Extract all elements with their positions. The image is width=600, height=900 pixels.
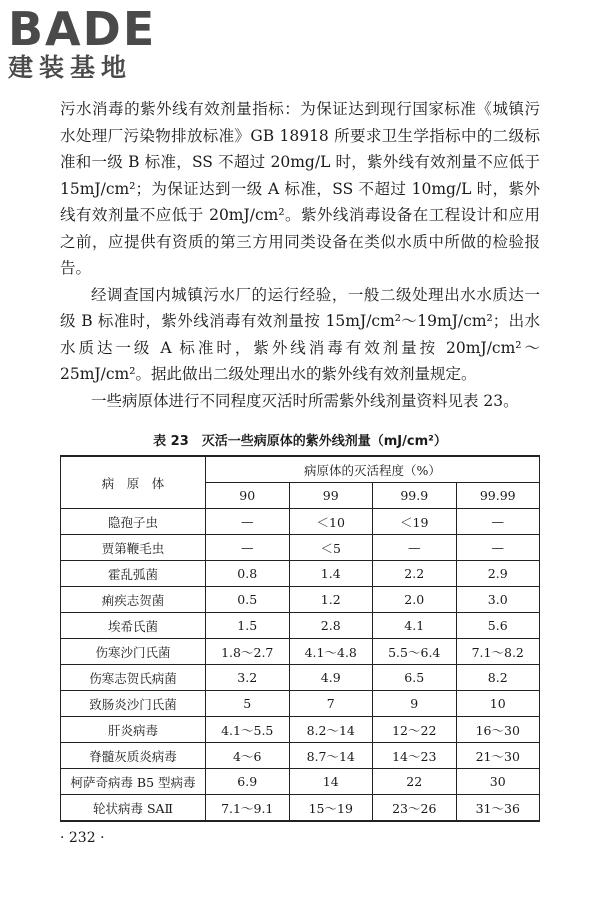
table-row bbox=[61, 639, 540, 665]
table-row bbox=[61, 561, 540, 587]
dose-cell: 22 bbox=[373, 769, 457, 795]
dose-cell: ＜10 bbox=[289, 509, 373, 535]
pathogen-name: 埃希氏菌 bbox=[61, 613, 206, 639]
dose-cell: — bbox=[206, 509, 290, 535]
table-caption: 表 23 灭活一些病原体的紫外线剂量（mJ/cm²） bbox=[153, 434, 447, 449]
pathogen-name: 霍乱弧菌 bbox=[61, 561, 206, 587]
dose-cell: 3.2 bbox=[206, 665, 290, 691]
table-row bbox=[61, 509, 540, 535]
dose-cell: 1.4 bbox=[289, 561, 373, 587]
dose-cell: 1.8～2.7 bbox=[206, 639, 290, 665]
table-row bbox=[61, 795, 540, 822]
dose-cell: 8.2～14 bbox=[289, 717, 373, 743]
dose-cell: 30 bbox=[456, 769, 540, 795]
logo-wordmark: BADE bbox=[8, 2, 157, 56]
header-level: 99.9 bbox=[373, 483, 457, 509]
pathogen-name: 脊髓灰质炎病毒 bbox=[61, 743, 206, 769]
header-level: 99 bbox=[289, 483, 373, 509]
pathogen-name: 致肠炎沙门氏菌 bbox=[61, 691, 206, 717]
dose-cell: 8.2 bbox=[456, 665, 540, 691]
table-row bbox=[61, 717, 540, 743]
pathogen-name: 柯萨奇病毒 B5 型病毒 bbox=[61, 769, 206, 795]
uv-dose-table bbox=[60, 455, 540, 822]
dose-cell: 8.7～14 bbox=[289, 743, 373, 769]
body-text bbox=[60, 96, 540, 414]
pathogen-name: 贾第鞭毛虫 bbox=[61, 535, 206, 561]
dose-cell: 14 bbox=[289, 769, 373, 795]
dose-cell: 4.1～4.8 bbox=[289, 639, 373, 665]
dose-cell: 9 bbox=[373, 691, 457, 717]
dose-cell: 4～6 bbox=[206, 743, 290, 769]
dose-cell: — bbox=[456, 509, 540, 535]
dose-cell: 14～23 bbox=[373, 743, 457, 769]
dose-cell: ＜5 bbox=[289, 535, 373, 561]
pathogen-name: 伤寒志贺氏病菌 bbox=[61, 665, 206, 691]
table-row bbox=[61, 691, 540, 717]
dose-cell: 21～30 bbox=[456, 743, 540, 769]
dose-cell: 16～30 bbox=[456, 717, 540, 743]
dose-cell: 15～19 bbox=[289, 795, 373, 822]
dose-cell: 7.1～9.1 bbox=[206, 795, 290, 822]
pathogen-name: 隐孢子虫 bbox=[61, 509, 206, 535]
header-level: 90 bbox=[206, 483, 290, 509]
table-row bbox=[61, 535, 540, 561]
dose-cell: 1.5 bbox=[206, 613, 290, 639]
pathogen-name: 伤寒沙门氏菌 bbox=[61, 639, 206, 665]
paragraph-uv-dose: 污水消毒的紫外线有效剂量指标：为保证达到现行国家标准《城镇污水处理厂污染物排放标准》GB 18918 所要求卫生学指标中的二级标准和一级 B 标准，SS 不超过 20mg/L 时，紫外线有效剂量不应低于 15mJ/cm²；为保证达到一级 A 标准，SS 不超过 10mg/L 时，紫外线有效剂量不应低于 20mJ/cm²。紫外线消毒设备在工程设计和应用之前，应提供有资质的第三方用同类设备在类似水质中所做的检验报告。 bbox=[60, 100, 540, 277]
dose-cell: 12～22 bbox=[373, 717, 457, 743]
paragraph-survey: 经调查国内城镇污水厂的运行经验，一般二级处理出水水质达一级 B 标准时，紫外线消毒有效剂量按 15mJ/cm²～19mJ/cm²；出水水质达一级 A 标准时，紫外线消毒有效剂量按 20mJ/cm²～25mJ/cm²。据此做出二级处理出水的紫外线有效剂量规定。 bbox=[60, 285, 540, 383]
dose-cell: 0.5 bbox=[206, 587, 290, 613]
table-row bbox=[61, 743, 540, 769]
dose-cell: 4.1 bbox=[373, 613, 457, 639]
dose-cell: 4.9 bbox=[289, 665, 373, 691]
paragraph-table-ref: 一些病原体进行不同程度灭活时所需紫外线剂量资料见表 23。 bbox=[91, 391, 519, 410]
dose-cell: 7.1～8.2 bbox=[456, 639, 540, 665]
dose-cell: 5 bbox=[206, 691, 290, 717]
dose-cell: 2.0 bbox=[373, 587, 457, 613]
header-level: 99.99 bbox=[456, 483, 540, 509]
dose-cell: 23～26 bbox=[373, 795, 457, 822]
dose-cell: 6.5 bbox=[373, 665, 457, 691]
dose-cell: 2.8 bbox=[289, 613, 373, 639]
pathogen-name: 肝炎病毒 bbox=[61, 717, 206, 743]
page-number: · 232 · bbox=[60, 830, 105, 846]
dose-cell: 3.0 bbox=[456, 587, 540, 613]
table-row bbox=[61, 613, 540, 639]
table-row bbox=[61, 665, 540, 691]
dose-cell: ＜19 bbox=[373, 509, 457, 535]
pathogen-name: 痢疾志贺菌 bbox=[61, 587, 206, 613]
header-pathogen: 病 原 体 bbox=[61, 456, 206, 509]
dose-cell: 4.1～5.5 bbox=[206, 717, 290, 743]
table-row bbox=[61, 587, 540, 613]
dose-cell: — bbox=[456, 535, 540, 561]
dose-cell: 31～36 bbox=[456, 795, 540, 822]
header-inactivation: 病原体的灭活程度（%） bbox=[206, 456, 540, 483]
dose-cell: — bbox=[206, 535, 290, 561]
dose-cell: 1.2 bbox=[289, 587, 373, 613]
dose-cell: 5.6 bbox=[456, 613, 540, 639]
logo-subtitle: 建装基地 bbox=[8, 53, 133, 82]
dose-cell: 6.9 bbox=[206, 769, 290, 795]
dose-cell: 0.8 bbox=[206, 561, 290, 587]
dose-cell: — bbox=[373, 535, 457, 561]
pathogen-name: 轮状病毒 SAⅡ bbox=[61, 795, 206, 822]
dose-cell: 2.2 bbox=[373, 561, 457, 587]
dose-cell: 7 bbox=[289, 691, 373, 717]
dose-cell: 10 bbox=[456, 691, 540, 717]
table-row bbox=[61, 769, 540, 795]
publisher-logo bbox=[8, 2, 208, 82]
dose-cell: 5.5～6.4 bbox=[373, 639, 457, 665]
dose-cell: 2.9 bbox=[456, 561, 540, 587]
